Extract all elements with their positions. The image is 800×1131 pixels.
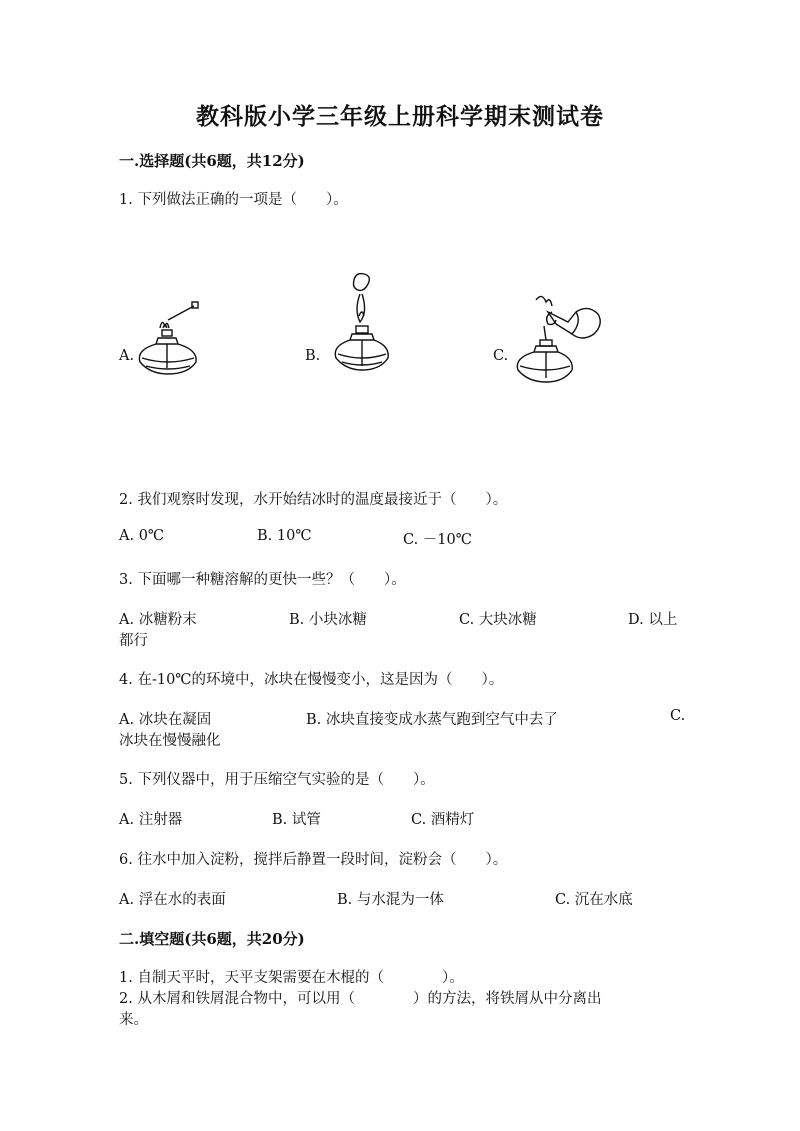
question-1-option-c: C. [493,348,509,364]
question-6-option-b: B. 与水混为一体 [337,892,444,908]
question-3-stem: 3. 下面哪一种糖溶解的更快一些？（ ）。 [119,572,406,588]
question-3-option-c: C. 大块冰糖 [459,612,537,628]
question-4-option-c-continued: 冰块在慢慢融化 [119,733,221,749]
question-6-option-a: A. 浮在水的表面 [119,892,226,908]
question-1-stem: 1. 下列做法正确的一项是（ ）。 [119,192,348,208]
question-2-option-b: B. 10℃ [257,528,312,544]
section-heading-fill-blank: 二.填空题(共6题，共20分) [119,930,305,948]
fill-question-1: 1. 自制天平时，天平支架需要在木棍的（ ）。 [119,970,464,986]
question-6-stem: 6. 往水中加入淀粉，搅拌后静置一段时间，淀粉会（ ）。 [119,852,508,868]
question-1-option-b: B. [305,348,321,364]
question-2-option-c: C. －10℃ [403,532,472,548]
fill-question-2-continued: 来。 [119,1012,148,1028]
question-4-option-b: B. 冰块直接变成水蒸气跑到空气中去了 [306,712,558,728]
question-5-stem: 5. 下列仪器中，用于压缩空气实验的是（ ）。 [119,772,435,788]
alcohol-lamp-match-lighting-image [132,298,204,380]
question-3-option-d: D. 以上 [628,612,678,628]
question-4-option-c: C. [670,708,686,724]
section-heading-choice: 一.选择题(共6题，共12分) [119,152,305,170]
question-2-stem: 2. 我们观察时发现，水开始结冰时的温度最接近于（ ）。 [119,492,508,508]
question-5-option-c: C. 酒精灯 [411,812,475,828]
question-4-option-a: A. 冰块在凝固 [119,712,212,728]
question-3-option-a: A. 冰糖粉末 [119,612,197,628]
question-4-stem: 4. 在-10℃的环境中，冰块在慢慢变小，这是因为（ ）。 [119,672,504,688]
alcohol-lamp-burning-image [330,270,394,380]
question-5-option-b: B. 试管 [272,812,321,828]
question-5-option-a: A. 注射器 [119,812,183,828]
question-3-option-d-continued: 都行 [119,633,148,649]
question-6-option-c: C. 沉在水底 [555,892,633,908]
question-3-option-b: B. 小块冰糖 [289,612,367,628]
question-2-option-a: A. 0℃ [119,528,165,544]
page-title: 教科版小学三年级上册科学期末测试卷 [196,103,604,130]
alcohol-lamp-lit-from-another-lamp-image [506,292,606,384]
question-1-option-a: A. [119,348,135,364]
fill-question-2: 2. 从木屑和铁屑混合物中，可以用（ ）的方法，将铁屑从中分离出 [119,991,602,1007]
